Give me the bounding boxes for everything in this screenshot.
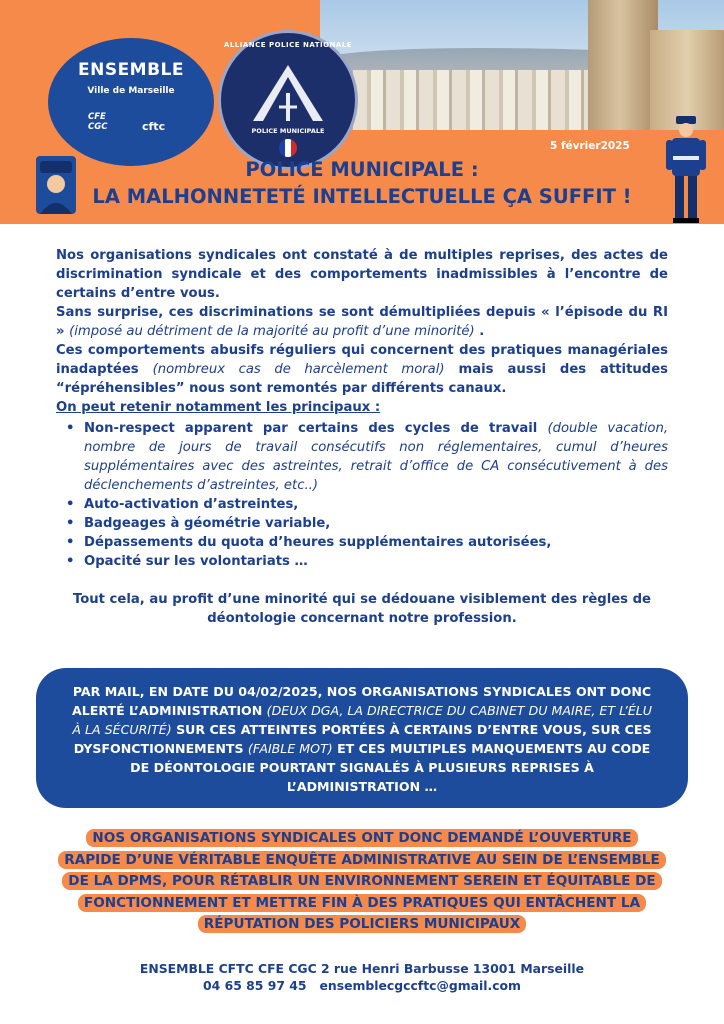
alliance-a-icon [251,63,325,123]
list-item [56,533,668,552]
list-item [56,514,668,533]
paragraph-2 [56,303,668,341]
footer-address: ENSEMBLE CFTC CFE CGC 2 rue Henri Barbusse 13001 Marseille [139,961,585,976]
paragraph-2-italic: (imposé au détriment de la majorité au profit d’une minorité) [69,324,475,339]
document-date: 5 février2025 [550,140,630,152]
ensemble-logo [48,38,214,166]
bullet-icon: • [66,535,75,550]
demand-callout [24,828,700,950]
alert-text-c: ET CES MULTIPLES MANQUEMENTS AU CODE DE DÉONTOLOGIE POURTANT SIGNALÉS À PLUSIEURS REPRISES À L’ADMINISTRATION … [130,741,651,794]
paragraph-3-bold-b: mais aussi des attitudes “répréhensibles” nous sont remontés par différents canaux. [56,362,668,396]
paragraph-1: Nos organisations syndicales ont constaté à de multiples reprises, des actes de discrimination syndicale et des comportements inadmissibles à l’encontre de certains d’entre vous. [56,248,668,301]
cfe-text: CFE [88,112,106,122]
bullet-icon: • [66,497,75,512]
badge-bottom-text: POLICE MUNICIPALE [251,127,325,135]
cfe-cgc-logo [88,112,124,138]
page-title-line-1: POLICE MUNICIPALE : [245,158,479,181]
paragraph-3-italic: (nombreux cas de harcèlement moral) [152,362,445,377]
list-item [56,495,668,514]
paragraph-3 [56,341,668,398]
police-officer-figure [664,114,708,224]
list-item-bold: Auto-activation d’astreintes, [84,497,299,512]
alert-text-a: PAR MAIL, EN DATE DU 04/02/2025, NOS ORGANISATIONS SYNDICALES ONT DONC ALERTÉ L’ADMINISTRATION [71,684,652,718]
page-title-line-2: LA MALHONNETETÉ INTELLECTUELLE ÇA SUFFIT ! [92,185,632,208]
alert-text-a-italic: (DEUX DGA, LA DIRECTRICE DU CABINET DU MAIRE, ET L’ÉLU À LA SÉCURITÉ) [72,703,653,737]
callout-line: NOS ORGANISATIONS SYNDICALES ONT DONC DEMANDÉ L’OUVERTURE [86,829,637,847]
list-item-bold: Non-respect apparent par certains des cycles de travail [84,421,538,436]
footer-contact-line [0,977,724,994]
list-item [56,552,668,571]
conclusion-paragraph: Tout cela, au profit d’une minorité qui se dédouane visiblement des règles de déontologie concernant notre profession. [72,592,652,626]
cftc-logo: cftc [142,120,166,133]
alert-text-b-italic: (FAIBLE MOT) [247,741,333,756]
list-item-italic: (double vacation, nombre de jours de travail consécutifs non réglementaires, cumul d’heures supplémentaires avec des astreintes, retrait d’office de CA consécutivement à des déclenchements d’astreintes, etc..) [84,421,669,493]
paragraph-2-end: . [479,324,485,339]
cgc-text: CGC [88,122,108,132]
footer-phone: 04 65 85 97 45 [203,978,307,993]
list-item [56,419,668,495]
logo-title: ENSEMBLE [77,60,185,80]
callout-line: DE LA DPMS, POUR RÉTABLIR UN ENVIRONNEMENT SEREIN ET ÉQUITABLE DE [62,872,661,890]
bullet-list [56,419,668,571]
paragraph-2-bold: Sans surprise, ces discriminations se sont démultipliées depuis « l’épisode du RI » [56,305,668,339]
alert-text-b: SUR CES ATTEINTES PORTÉES À CERTAINS D’ENTRE VOUS, SUR CES DYSFONCTIONNEMENTS [73,722,652,756]
callout-line: FONCTIONNEMENT ET METTRE FIN À DES PRATIQUES QUI ENTÂCHENT LA [78,894,646,912]
list-item-bold: Dépassements du quota d’heures supplémentaires autorisées, [84,535,552,550]
main-text [56,246,668,628]
badge-top-text: ALLIANCE POLICE NATIONALE [223,41,353,49]
list-intro: On peut retenir notamment les principaux : [56,400,381,415]
list-item-bold: Opacité sur les volontariats … [84,554,308,569]
callout-line: RAPIDE D’UNE VÉRITABLE ENQUÊTE ADMINISTRATIVE AU SEIN DE L’ENSEMBLE [58,851,666,869]
bullet-icon: • [66,554,75,569]
photo-tower [588,0,658,130]
footer-email[interactable]: ensemblecgccftc@gmail.com [319,978,521,993]
marseille-photo [320,0,724,130]
callout-line: RÉPUTATION DES POLICIERS MUNICIPAUX [198,915,526,933]
alert-box [36,668,688,808]
footer-contact [0,960,724,994]
bullet-icon: • [66,421,75,436]
logo-subtitle: Ville de Marseille [87,86,175,96]
header-banner [0,0,724,224]
bullet-icon: • [66,516,75,531]
alliance-badge [218,30,358,170]
paragraph-3-bold-a: Ces comportements abusifs réguliers qui concernent des pratiques managériales inadaptées [56,343,668,377]
tricolor-flag-icon [279,139,297,157]
list-item-bold: Badgeages à géométrie variable, [84,516,331,531]
